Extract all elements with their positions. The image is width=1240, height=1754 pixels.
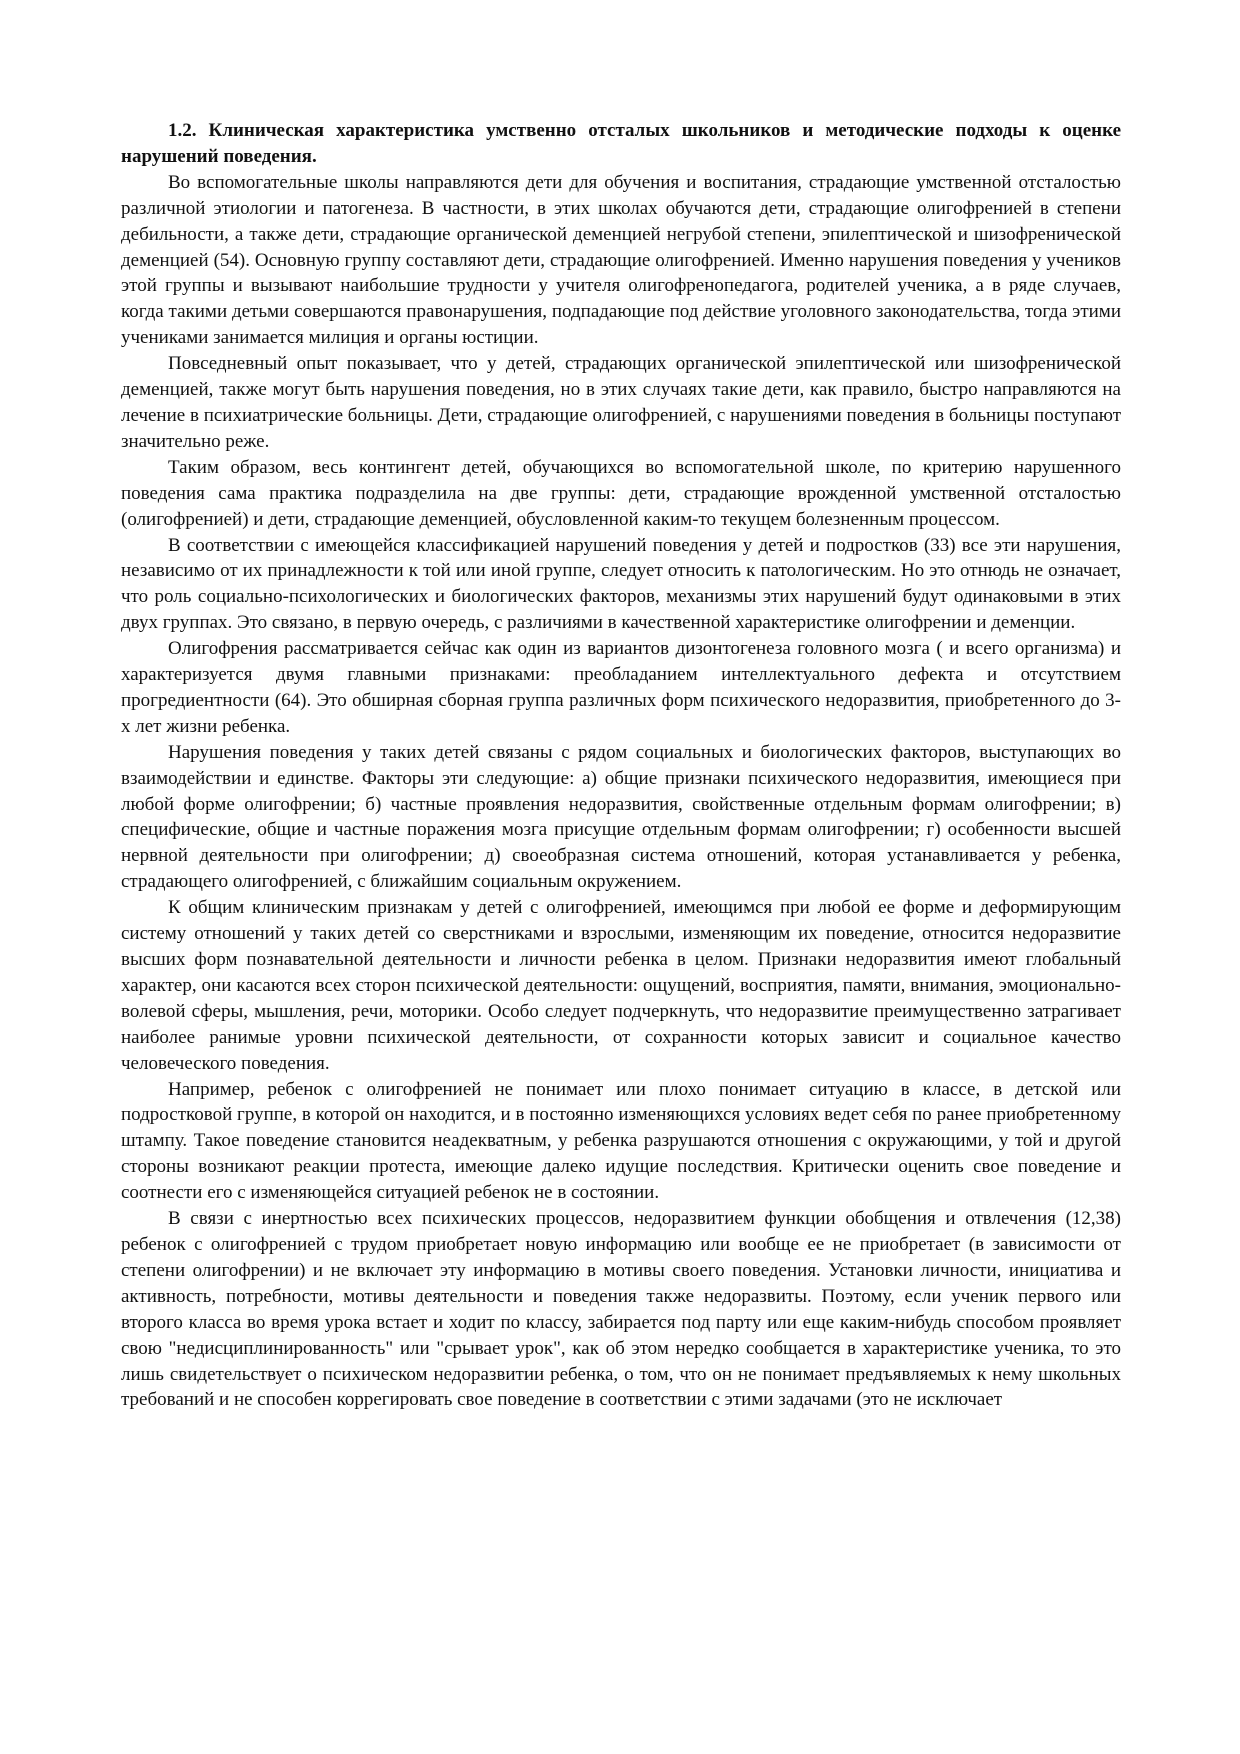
document-page <box>121 118 1121 1413</box>
paragraph: В связи с инертностью всех психических процессов, недоразвитием функции обобщения и отвлечения (12,38) ребенок с олигофренией с трудом приобретает новую информацию или вообще ее не приобретает (в зависимости от степени олигофрении) и не включает эту информацию в мотивы своего поведения. Установки личности, инициатива и активность, потребности, мотивы деятельности и поведения также недоразвиты. Поэтому, если ученик первого или второго класса во время урока встает и ходит по классу, забирается под парту или еще каким-нибудь способом проявляет свою "недисциплинированность" или "срывает урок", как об этом нередко сообщается в характеристике ученика, то это лишь свидетельствует о психическом недоразвитии ребенка, о том, что он не понимает предъявляемых к нему школьных требований и не способен коррегировать свое поведение в соответствии с этими задачами (это не исключает <box>121 1208 1121 1411</box>
paragraph: Нарушения поведения у таких детей связаны с рядом социальных и биологических факторов, выступающих во взаимодействии и единстве. Факторы эти следующие: а) общие признаки психического недоразвития, имеющиеся при любой форме олигофрении; б) частные проявления недоразвития, свойственные отдельным формам олигофрении; в) специфические, общие и частные поражения мозга присущие отдельным формам олигофрении; г) особенности высшей нервной деятельности при олигофрении; д) своеобразная система отношений, которая устанавливается у ребенка, страдающего олигофренией, с ближайшим социальным окружением. <box>121 741 1121 893</box>
paragraph: Во вспомогательные школы направляются дети для обучения и воспитания, страдающие умственной отсталостью различной этиологии и патогенеза. В частности, в этих школах обучаются дети, страдающие олигофренией в степени дебильности, а также дети, страдающие органической деменцией негрубой степени, эпилептической и шизофренической деменцией (54). Основную группу составляют дети, страдающие олигофренией. Именно нарушения поведения у учеников этой группы и вызывают наибольшие трудности у учителя олигофренопедагога, родителей ученика, а в ряде случаев, когда такими детьми совершаются правонарушения, подпадающие под действие уголовного законодательства, тогда этими учениками занимается милиция и органы юстиции. <box>121 171 1121 349</box>
paragraph: Таким образом, весь контингент детей, обучающихся во вспомогательной школе, по критерию нарушенного поведения сама практика подразделила на две группы: дети, страдающие врожденной умственной отсталостью (олигофренией) и дети, страдающие деменцией, обусловленной каким-то текущем болезненным процессом. <box>121 456 1121 530</box>
section-heading: 1.2. Клиническая характеристика умственно отсталых школьников и методические подходы к оценке нарушений поведения. <box>121 120 1121 167</box>
paragraph: В соответствии с имеющейся классификацией нарушений поведения у детей и подростков (33) все эти нарушения, независимо от их принадлежности к той или иной группе, следует относить к патологическим. Но это отнюдь не означает, что роль социально-психологических и биологических факторов, механизмы этих нарушений будут одинаковыми в этих двух группах. Это связано, в первую очередь, с различиями в качественной характеристике олигофрении и деменции. <box>121 534 1121 634</box>
paragraph: Например, ребенок с олигофренией не понимает или плохо понимает ситуацию в классе, в детской или подростковой группе, в которой он находится, и в постоянно изменяющихся условиях ведет себя по ранее приобретенному штампу. Такое поведение становится неадекватным, у ребенка разрушаются отношения с окружающими, у той и другой стороны возникают реакции протеста, имеющие далеко идущие последствия. Критически оценить свое поведение и соотнести его с изменяющейся ситуацией ребенок не в состоянии. <box>121 1078 1121 1204</box>
paragraph: Повседневный опыт показывает, что у детей, страдающих органической эпилептической или шизофренической деменцией, также могут быть нарушения поведения, но в этих случаях такие дети, как правило, быстро направляются на лечение в психиатрические больницы. Дети, страдающие олигофренией, с нарушениями поведения в больницы поступают значительно реже. <box>121 353 1121 452</box>
paragraph: Олигофрения рассматривается сейчас как один из вариантов дизонтогенеза головного мозга ( и всего организма) и характеризуется двумя главными признаками: преобладанием интеллектуального дефекта и отсутствием прогредиентности (64). Это обширная сборная группа различных форм психического недоразвития, приобретенного до 3-х лет жизни ребенка. <box>121 638 1121 737</box>
paragraph: К общим клиническим признакам у детей с олигофренией, имеющимся при любой ее форме и деформирующим систему отношений у таких детей со сверстниками и взрослыми, изменяющим их поведение, относится недоразвитие высших форм познавательной деятельности и личности ребенка в целом. Признаки недоразвития имеют глобальный характер, они касаются всех сторон психической деятельности: ощущений, восприятия, памяти, внимания, эмоционально-волевой сферы, мышления, речи, моторики. Особо следует подчеркнуть, что недоразвитие преимущественно затрагивает наиболее ранимые уровни психической деятельности, от сохранности которых зависит и социальное качество человеческого поведения. <box>121 897 1121 1074</box>
